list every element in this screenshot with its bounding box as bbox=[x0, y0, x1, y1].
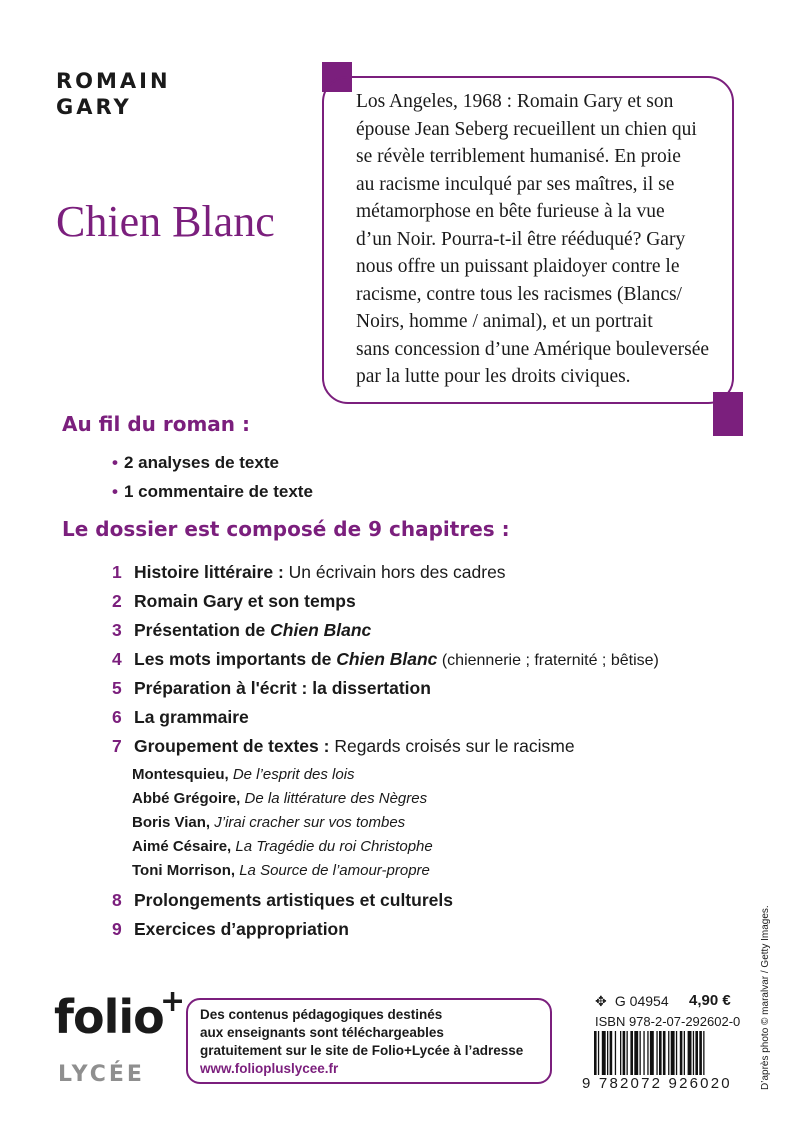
barcode-bar bbox=[668, 1031, 669, 1075]
price: 4,90 € bbox=[689, 992, 731, 1009]
barcode-bar bbox=[663, 1031, 666, 1075]
chapter-item: 1 Histoire littéraire : Un écrivain hors des cadres bbox=[112, 562, 506, 582]
author-entry: Aimé Césaire, La Tragédie du roi Christophe bbox=[132, 838, 433, 855]
author-entry: Abbé Grégoire, De la littérature des Nègres bbox=[132, 790, 428, 807]
isbn: ISBN 978-2-07-292602-0 bbox=[595, 1014, 741, 1029]
barcode-bar bbox=[650, 1031, 654, 1075]
barcode-bar bbox=[676, 1031, 677, 1075]
list-item: • 1 commentaire de texte bbox=[112, 482, 313, 501]
teacher-notice: Des contenus pédagogiques destinés aux enseignants sont téléchargeables gratuitement sur le site de Folio+Lycée à l’adresse www.foliopluslycee.fr bbox=[186, 998, 552, 1084]
barcode-bar bbox=[640, 1031, 641, 1075]
barcode-bar bbox=[634, 1031, 638, 1075]
barcode-bar bbox=[703, 1031, 704, 1075]
website-link[interactable]: www.foliopluslycee.fr bbox=[200, 1061, 339, 1076]
chapter-item: 8 Prolongements artistiques et culturels bbox=[112, 890, 453, 910]
chapter-item: 6 La grammaire bbox=[112, 707, 249, 727]
barcode-bar bbox=[602, 1031, 606, 1075]
lycee-logo: LYCÉE bbox=[58, 1062, 145, 1087]
barcode-bar bbox=[630, 1031, 633, 1075]
chapter-item: 4 Les mots importants de Chien Blanc (chiennerie ; fraternité ; bêtise) bbox=[112, 649, 659, 669]
author-entry: Boris Vian, J’irai cracher sur vos tombes bbox=[132, 814, 406, 831]
author-entry: Montesquieu, De l’esprit des lois bbox=[132, 766, 355, 783]
barcode-bar bbox=[659, 1031, 662, 1075]
barcode-bar bbox=[610, 1031, 613, 1075]
barcode bbox=[594, 1031, 744, 1075]
barcode-bar bbox=[627, 1031, 628, 1075]
barcode-bar bbox=[688, 1031, 692, 1075]
barcode-bar bbox=[671, 1031, 675, 1075]
photo-credit: D’après photo © maralvar / Getty Images. bbox=[760, 905, 771, 1090]
list-item: • 2 analyses de texte bbox=[112, 453, 279, 472]
frame-corner-bottom-right bbox=[713, 392, 743, 436]
barcode-bar bbox=[594, 1031, 597, 1075]
book-title: Chien Blanc bbox=[56, 197, 275, 246]
publisher-icon: ✥ bbox=[595, 993, 607, 1009]
dossier-heading: Le dossier est composé de 9 chapitres : bbox=[62, 517, 510, 541]
chapter-item: 7 Groupement de textes : Regards croisés sur le racisme bbox=[112, 736, 575, 756]
author-entry: Toni Morrison, La Source de l’amour-propre bbox=[132, 862, 430, 879]
barcode-bar bbox=[695, 1031, 698, 1075]
barcode-bar bbox=[684, 1031, 685, 1075]
barcode-bar bbox=[623, 1031, 626, 1075]
barcode-bar bbox=[699, 1031, 702, 1075]
barcode-bar bbox=[620, 1031, 621, 1075]
bullet-icon: • bbox=[112, 453, 118, 472]
barcode-bar bbox=[607, 1031, 608, 1075]
chapter-item: 5 Préparation à l'écrit : la dissertation bbox=[112, 678, 431, 698]
roman-list bbox=[112, 448, 313, 506]
barcode-bar bbox=[656, 1031, 657, 1075]
author-name: ROMAIN GARY bbox=[56, 69, 171, 119]
folio-plus-mark: + bbox=[160, 984, 186, 1019]
barcode-number: 9 782072 926020 bbox=[582, 1075, 732, 1092]
barcode-bar bbox=[643, 1031, 644, 1075]
barcode-bar bbox=[615, 1031, 616, 1075]
barcode-bar bbox=[680, 1031, 683, 1075]
roman-heading: Au fil du roman : bbox=[62, 412, 250, 436]
bullet-icon: • bbox=[112, 482, 118, 501]
barcode-bar bbox=[647, 1031, 648, 1075]
chapter-item: 2 Romain Gary et son temps bbox=[112, 591, 356, 611]
barcode-bar bbox=[693, 1031, 694, 1075]
barcode-bar bbox=[598, 1031, 599, 1075]
chapter-item: 9 Exercices d’appropriation bbox=[112, 919, 349, 939]
folio-logo: folio bbox=[54, 990, 164, 1044]
blurb-text: Los Angeles, 1968 : Romain Gary et son épouse Jean Seberg recueillent un chien qui se révèle terriblement humanisé. En proie au racisme inculqué par ses maîtres, il se métamorphose en bête furieuse à la vue d’un Noir. Pourra-t-il être rééduqué? Gary nous offre un puissant plaidoyer contre le racisme, contre tous les racismes (Blancs/ Noirs, homme / animal), et un portrait sans concession d’une Amérique bouleversée par la lutte pour les droits civiques. bbox=[356, 91, 710, 387]
product-code: ✥ G 04954 4,90 € bbox=[595, 992, 731, 1009]
chapter-item: 3 Présentation de Chien Blanc bbox=[112, 620, 372, 640]
